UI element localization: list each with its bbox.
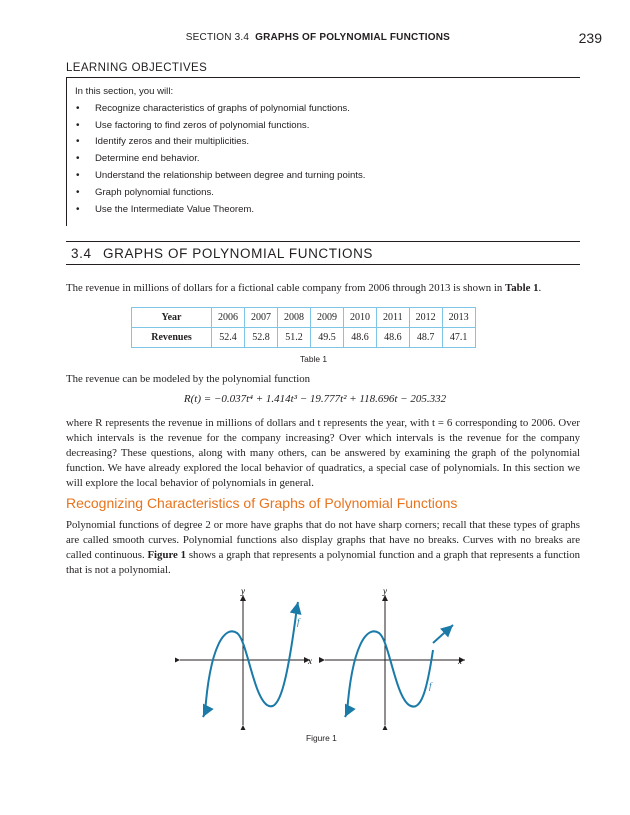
curve-label: f (429, 681, 432, 691)
curve-arrow-left (345, 713, 347, 717)
table-cell: 52.4 (212, 328, 245, 348)
x-axis-label: x (308, 656, 312, 666)
objective-item: • Use the Intermediate Value Theorem. (75, 202, 580, 219)
running-head (0, 30, 630, 50)
table-row (132, 328, 476, 348)
table-cell: 2011 (377, 308, 410, 328)
intro-paragraph-end: . (538, 282, 542, 294)
curve-arrow-left (203, 713, 205, 717)
learning-objectives-heading: LEARNING OBJECTIVES (66, 62, 580, 78)
smooth-paragraph-end: shows a graph that represents a polynomial function and a graph that represents a function that is not a polynomial. (66, 549, 580, 576)
table-row-header: Revenues (132, 328, 212, 348)
figure-1-graphs (175, 585, 475, 730)
table-cell: 2007 (245, 308, 278, 328)
table-cell: 2009 (311, 308, 344, 328)
subsection-title: Recognizing Characteristics of Graphs of Polynomial Functions (66, 495, 458, 511)
running-head-title (186, 32, 450, 43)
table-cell: 2013 (442, 308, 475, 328)
table-cell: 2012 (409, 308, 442, 328)
table-row (132, 308, 476, 328)
x-axis-label: x (458, 656, 462, 666)
polynomial-graph (180, 586, 312, 725)
section-title: GRAPHS OF POLYNOMIAL FUNCTIONS (103, 246, 374, 261)
table-cell: 47.1 (442, 328, 475, 348)
objective-item: • Recognize characteristics of graphs of polynomial functions. (75, 101, 580, 118)
non-polynomial-curve-right (433, 625, 453, 643)
section-number: 3.4 (71, 246, 92, 261)
smooth-curves-paragraph (66, 518, 580, 578)
section-heading (66, 241, 580, 265)
non-polynomial-graph (325, 586, 465, 725)
model-sentence: The revenue can be modeled by the polynomial function (66, 373, 311, 385)
table-caption: Table 1 (300, 354, 328, 364)
curve-arrow-right (297, 602, 298, 607)
equation-rhs: −0.037t⁴ + 1.414t³ − 19.777t² + 118.696t − 205.332 (213, 393, 447, 405)
revenue-table (131, 307, 476, 348)
table-cell: 48.6 (377, 328, 410, 348)
objective-item: • Graph polynomial functions. (75, 185, 580, 202)
table-cell: 2010 (344, 308, 377, 328)
objective-item: • Determine end behavior. (75, 151, 580, 168)
table-row-header: Year (132, 308, 212, 328)
smooth-paragraph-text: Polynomial functions of degree 2 or more have graphs that do not have sharp corners; recall that these types of graphs are called smooth curves. Polynomial functions also display graphs that have no breaks. Curves with no breaks are called continuous. (66, 519, 580, 561)
learning-objectives-body (66, 78, 580, 226)
revenue-equation (0, 393, 630, 405)
objective-item: • Understand the relationship between degree and turning points. (75, 168, 580, 185)
table-cell: 48.7 (409, 328, 442, 348)
running-head-section-label: SECTION 3.4 (185, 32, 250, 43)
table-cell: 49.5 (311, 328, 344, 348)
curve-label: f (297, 617, 300, 627)
intro-paragraph (66, 281, 580, 296)
figure-reference: Figure 1 (147, 549, 187, 561)
table-cell: 2006 (212, 308, 245, 328)
table-cell: 52.8 (245, 328, 278, 348)
y-axis-label: y (241, 586, 245, 596)
table-cell: 48.6 (344, 328, 377, 348)
intro-paragraph-text: The revenue in millions of dollars for a fictional cable company from 2006 through 2013 is shown in (66, 282, 505, 294)
table-cell: 2008 (278, 308, 311, 328)
objective-item: • Use factoring to find zeros of polynomial functions. (75, 118, 580, 135)
objective-item: • Identify zeros and their multiplicities. (75, 134, 580, 151)
learning-objectives-intro: In this section, you will: (75, 86, 174, 97)
table-cell: 51.2 (278, 328, 311, 348)
non-polynomial-curve-left (347, 631, 433, 713)
learning-objectives-box (66, 62, 580, 226)
y-axis-label: y (383, 586, 387, 596)
page-number: 239 (578, 30, 602, 46)
learning-objectives-list (75, 101, 580, 219)
equation-lhs: R(t) = (183, 393, 214, 405)
figure-caption: Figure 1 (306, 733, 337, 743)
explanation-paragraph: where R represents the revenue in millions of dollars and t represents the year, with t = 6 corresponding to 2006. Over which intervals is the revenue for the company increasing? Over which intervals is the revenue for the company decreasing? These questions, along with many others, can be answered by examining the graph of the polynomial function. We have already explored the local behavior of quadratics, a special case of polynomials. In this section we will explore the local behavior of polynomials in general. (66, 417, 580, 489)
table-reference: Table 1 (504, 282, 539, 294)
running-head-section-title: GRAPHS OF POLYNOMIAL FUNCTIONS (255, 32, 450, 43)
